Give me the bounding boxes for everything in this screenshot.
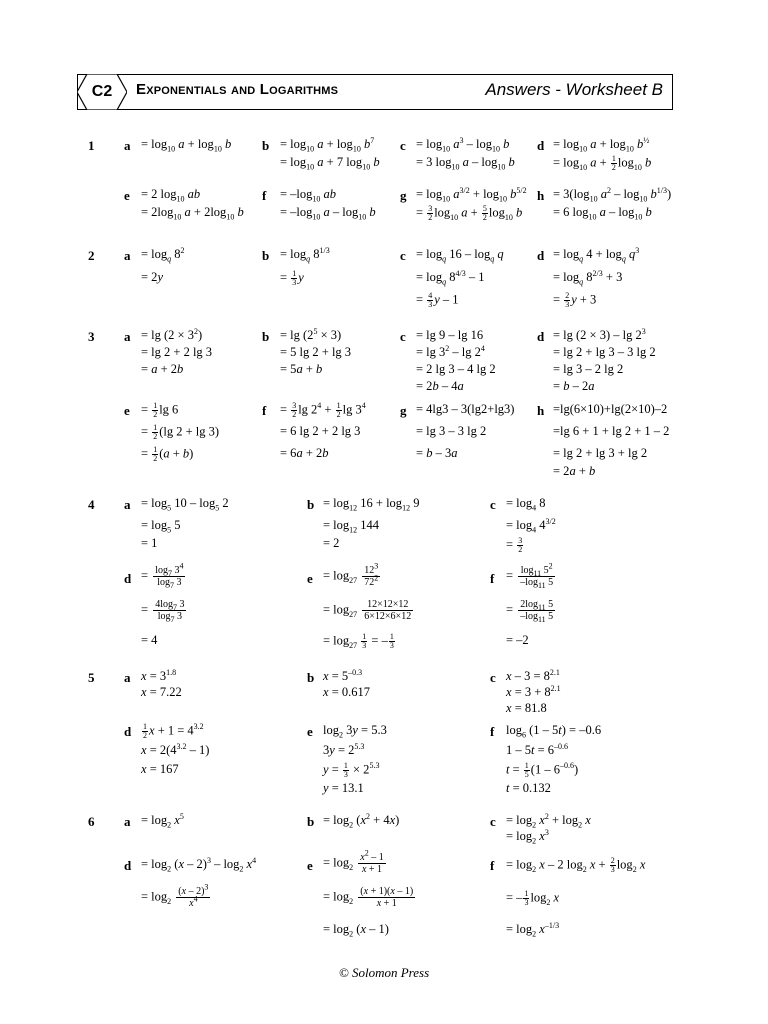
answer-line: = $\log_q 8^{2/3} + 3$ xyxy=(553,268,623,287)
answer-line: =lg 6 + 1 + lg 2 + 1 – 2 xyxy=(553,424,670,438)
answer-line: = lg 9 – lg 16 xyxy=(416,328,484,342)
part-label: c xyxy=(490,814,496,829)
answer-line: = $\log_2 x^{-1/3}$ xyxy=(506,920,560,939)
part-label: f xyxy=(490,858,495,873)
answer-line: = $\log_{10} a$ + 1 2 $\log_{10} b$ xyxy=(553,154,652,172)
answer-line: = $\log_2$ $\frac{(x - 2)^3}{x^4}$ xyxy=(141,882,209,909)
answer-line: = $\frac{\log_7 3^4}{\log_7 3}$ xyxy=(141,561,184,590)
question-number: 1 xyxy=(88,138,95,153)
answer-line: x = 167 xyxy=(141,762,179,776)
answer-line: = $\log_q 16 - \log_q q$ xyxy=(416,247,504,264)
part-label: c xyxy=(400,138,406,153)
part-label: d xyxy=(537,248,545,263)
part-label: g xyxy=(400,188,407,203)
answer-line: = $\log_q 8^2$ xyxy=(141,245,185,264)
answer-line: = 2y xyxy=(141,270,163,284)
part-label: a xyxy=(124,497,131,512)
part-label: d xyxy=(537,138,545,153)
answer-line: = $\log_{10} a + \log_{10} b^{\frac{1}{2}}$ xyxy=(553,135,650,154)
answer-line: = 4 xyxy=(141,633,158,647)
answer-line: = $\log_2 (x - 2)^3 - \log_2 x^4$ xyxy=(141,855,257,874)
answer-line: = $\log_{27}$ 1 3 = – 1 3 xyxy=(323,632,394,650)
part-label: c xyxy=(490,670,496,685)
page-title: Exponentials and Logarithms xyxy=(136,81,339,98)
part-label: d xyxy=(124,858,132,873)
answer-line: t = 1 5 $(1 - 6^{-0.6})$ xyxy=(506,761,579,779)
answer-line: = $2\log_{10}$ $a + 2\log_{10}$ b xyxy=(141,205,244,222)
part-label: c xyxy=(400,329,406,344)
part-label: d xyxy=(124,724,132,739)
answer-line: = $\log_2 x^2 + \log_2 x$ xyxy=(506,811,591,830)
answer-line: = 3 2 $\lg 2^4$ + 1 2 $\lg 3^4$ xyxy=(280,401,366,419)
answer-line: $x = 5^{-0.3}$ xyxy=(323,667,363,683)
answer-line: = 2 $\log_{10}$ ab xyxy=(141,187,201,204)
answer-line: = $\log_2 x^3$ xyxy=(506,827,549,846)
answer-line: = $\log_q 8^{1/3}$ xyxy=(280,245,330,264)
part-label: e xyxy=(307,724,313,739)
answer-line: $x = 2(4^{3.2} - 1)$ xyxy=(141,741,210,757)
answer-line: x = 7.22 xyxy=(141,685,182,699)
answer-line: 1 2 $x + 1 = 4^{3.2}$ xyxy=(143,722,204,740)
answer-line: = $-\log_{10}$ a – $\log_{10} b$ xyxy=(280,205,376,222)
part-label: a xyxy=(124,670,131,685)
question-number: 3 xyxy=(88,329,95,344)
answer-line: $x = 3 + 8^{2.1}$ xyxy=(506,683,561,699)
part-label: d xyxy=(124,571,132,586)
answer-line: = $\log_{12} 144$ xyxy=(323,518,380,535)
answer-line: = $-\log_{10}$ ab xyxy=(280,187,337,204)
answer-line: = 3 2 $\log_{10} a$ + 5 2 $\log_{10} b$ xyxy=(416,204,523,222)
answer-line: = $\log_{10} a + \log_{10} b^7$ xyxy=(280,135,375,154)
answer-line: = $\lg (2 \times 3^2)$ xyxy=(141,326,203,342)
answer-line: = $\log_{10} a + \log_{10} b$ xyxy=(141,137,232,154)
answer-line: = $\lg (2 \times 3) - \lg 2^3$ xyxy=(553,326,646,342)
part-label: e xyxy=(307,858,313,873)
question-number: 6 xyxy=(88,814,95,829)
answer-line: = $\lg (2^5 \times 3)$ xyxy=(280,326,342,342)
answer-line: = lg 2 + lg 3 + lg 2 xyxy=(553,446,648,460)
answer-line: x = 0.617 xyxy=(323,685,370,699)
answer-line: = $3(\log_{10}$ $a^2 - \log_{10} b^{1/3}$) xyxy=(553,185,672,204)
answer-line: $x - 3 = 8^{2.1}$ xyxy=(506,667,560,683)
answer-line: = 5 lg 2 + lg 3 xyxy=(280,345,352,359)
answer-line: = 1 xyxy=(141,536,158,550)
part-label: a xyxy=(124,248,131,263)
part-label: f xyxy=(490,724,495,739)
answer-line: = $\log_2$ $\frac{x^2 - 1}{x + 1}$ xyxy=(323,848,384,875)
answer-line: = $\log_{12} 16 + \log_{12} 9$ xyxy=(323,496,420,513)
answer-line: =lg(6×10)+lg(2×10)–2 xyxy=(553,402,668,416)
part-label: f xyxy=(490,571,495,586)
answer-line: = 2b – 4a xyxy=(416,379,464,393)
question-number: 4 xyxy=(88,497,95,512)
answer-line: $1 - 5t = 6^{-0.6}$ xyxy=(506,741,569,757)
part-label: b xyxy=(262,248,270,263)
answer-line: $x = 3^{1.8}$ xyxy=(141,667,177,683)
answer-line: = 4 3 y – 1 xyxy=(416,291,459,309)
copyright-footer: © Solomon Press xyxy=(338,965,430,980)
answer-line: = a + 2b xyxy=(141,362,184,376)
part-label: e xyxy=(124,188,130,203)
answer-line: = $\log_2 x^5$ xyxy=(141,811,184,830)
answer-line: = lg 3 – 3 lg 2 xyxy=(416,424,487,438)
part-label: g xyxy=(400,403,407,418)
answer-line: = $\log_4 4^{3/2}$ xyxy=(506,516,556,535)
answer-line: = –2 xyxy=(506,633,529,647)
part-label: f xyxy=(262,188,267,203)
answer-line: = 1 2 lg 6 xyxy=(141,401,179,419)
answer-line: $\log_2 3y = 5.3$ xyxy=(323,723,387,740)
question-number: 2 xyxy=(88,248,95,263)
answer-line: = $\log_5 5$ xyxy=(141,518,181,535)
part-label: c xyxy=(400,248,406,263)
part-label: a xyxy=(124,138,131,153)
answer-line: = $\lg 3^2$ – $\lg 2^4$ xyxy=(416,343,485,359)
answer-line: = $\log_{10} a^3 - \log_{10} b$ xyxy=(416,135,510,154)
answer-line: $3y = 2^{5.3}$ xyxy=(323,741,365,757)
answer-line: x = 81.8 xyxy=(506,701,547,715)
answer-line: $\log_6 (1 - 5t) = -0.6$ xyxy=(506,723,602,740)
question-number: 5 xyxy=(88,670,95,685)
answer-line: = $\log_q 4 + \log_q q^3$ xyxy=(553,245,640,264)
answer-line: = b – 2a xyxy=(553,379,595,393)
answer-line: = $\log_2 (x^2 + 4x)$ xyxy=(323,811,400,830)
part-label: a xyxy=(124,814,131,829)
answer-line: = 6 $\log_{10} a - \log_{10} b$ xyxy=(553,205,652,222)
answer-line: = $\log_{10} a + 7$ $\log_{10} b$ xyxy=(280,155,380,172)
answer-line: = b – 3a xyxy=(416,446,458,460)
answer-line: = $\log_{10} a^{3/2} + \log_{10} b^{5/2}$ xyxy=(416,185,527,204)
part-label: b xyxy=(307,497,315,512)
answer-line: = 2 lg 3 – 4 lg 2 xyxy=(416,362,496,376)
part-label: b xyxy=(307,814,315,829)
answer-line: = 2 xyxy=(323,536,340,550)
part-label: b xyxy=(307,670,315,685)
answer-line: = lg 3 – 2 lg 2 xyxy=(553,362,624,376)
answer-line: = 2 3 y + 3 xyxy=(553,291,597,309)
answer-line: = 2a + b xyxy=(553,464,596,478)
answer-line: = $\log_{27}$ $\frac{12\times 12\times 12}{6\times 12\times 6\times 12}$ xyxy=(323,599,412,622)
part-label: e xyxy=(124,403,130,418)
answer-line: = lg 2 + 2 lg 3 xyxy=(141,345,213,359)
answer-line: = 3 $\log_{10} a - \log_{10} b$ xyxy=(416,155,515,172)
answer-line: = $\log_q 8^{4/3} - 1$ xyxy=(416,268,485,287)
worksheet-title: Answers - Worksheet B xyxy=(485,80,663,99)
part-label: d xyxy=(537,329,545,344)
part-label: e xyxy=(307,571,313,586)
chapter-code: C2 xyxy=(91,83,113,100)
answer-line: = $\frac{2\log_{11} 5}{-\log_{11} 5}$ xyxy=(506,599,554,624)
part-label: b xyxy=(262,329,270,344)
answer-line: t = 0.132 xyxy=(506,781,551,795)
answer-line: = 3 2 xyxy=(506,536,523,554)
answer-line: = 1 2 (a + b) xyxy=(141,445,194,463)
answer-line: = $\log_2$ $\frac{(x + 1)(x - 1)}{x + 1}$ xyxy=(323,886,414,909)
answer-line: = 5a + b xyxy=(280,362,323,376)
answer-line: = lg 2 + lg 3 – 3 lg 2 xyxy=(553,345,656,359)
answer-line: = – 1 3 $\log_2 x$ xyxy=(506,889,560,907)
answer-line: = 4lg3 – 3(lg2+lg3) xyxy=(416,402,515,416)
part-label: b xyxy=(262,138,270,153)
part-label: h xyxy=(537,188,545,203)
answer-line: = $\log_5 10 - \log_5 2$ xyxy=(141,496,229,513)
answer-line: y = 1 $3 \times 2^{5.3}$ xyxy=(323,761,380,779)
answer-line: = 6a + 2b xyxy=(280,446,329,460)
part-label: c xyxy=(490,497,496,512)
answer-line: = $\frac{\log_{11} 5^2}{-\log_{11} 5}$ xyxy=(506,561,554,590)
answer-line: y = 13.1 xyxy=(323,781,364,795)
answer-line: = 1 3 y xyxy=(280,269,304,287)
answer-line: = $\log_2 x - 2$ $\log_2 x$ + 2 3 $\log_2 x$ xyxy=(506,856,646,874)
part-label: a xyxy=(124,329,131,344)
part-label: h xyxy=(537,403,545,418)
part-label: f xyxy=(262,403,267,418)
answer-line: = $\log_4 8$ xyxy=(506,496,546,513)
answer-line: = $\frac{4\log_7 3}{\log_7 3}$ xyxy=(141,599,185,624)
answer-line: = $\log_{27}$ $\frac{12^3}{72^2}$ xyxy=(323,561,379,588)
answer-line: = 1 2 (lg 2 + lg 3) xyxy=(141,423,220,441)
answer-line: = $\log_2 (x - 1)$ xyxy=(323,922,389,939)
answer-line: = 6 lg 2 + 2 lg 3 xyxy=(280,424,361,438)
